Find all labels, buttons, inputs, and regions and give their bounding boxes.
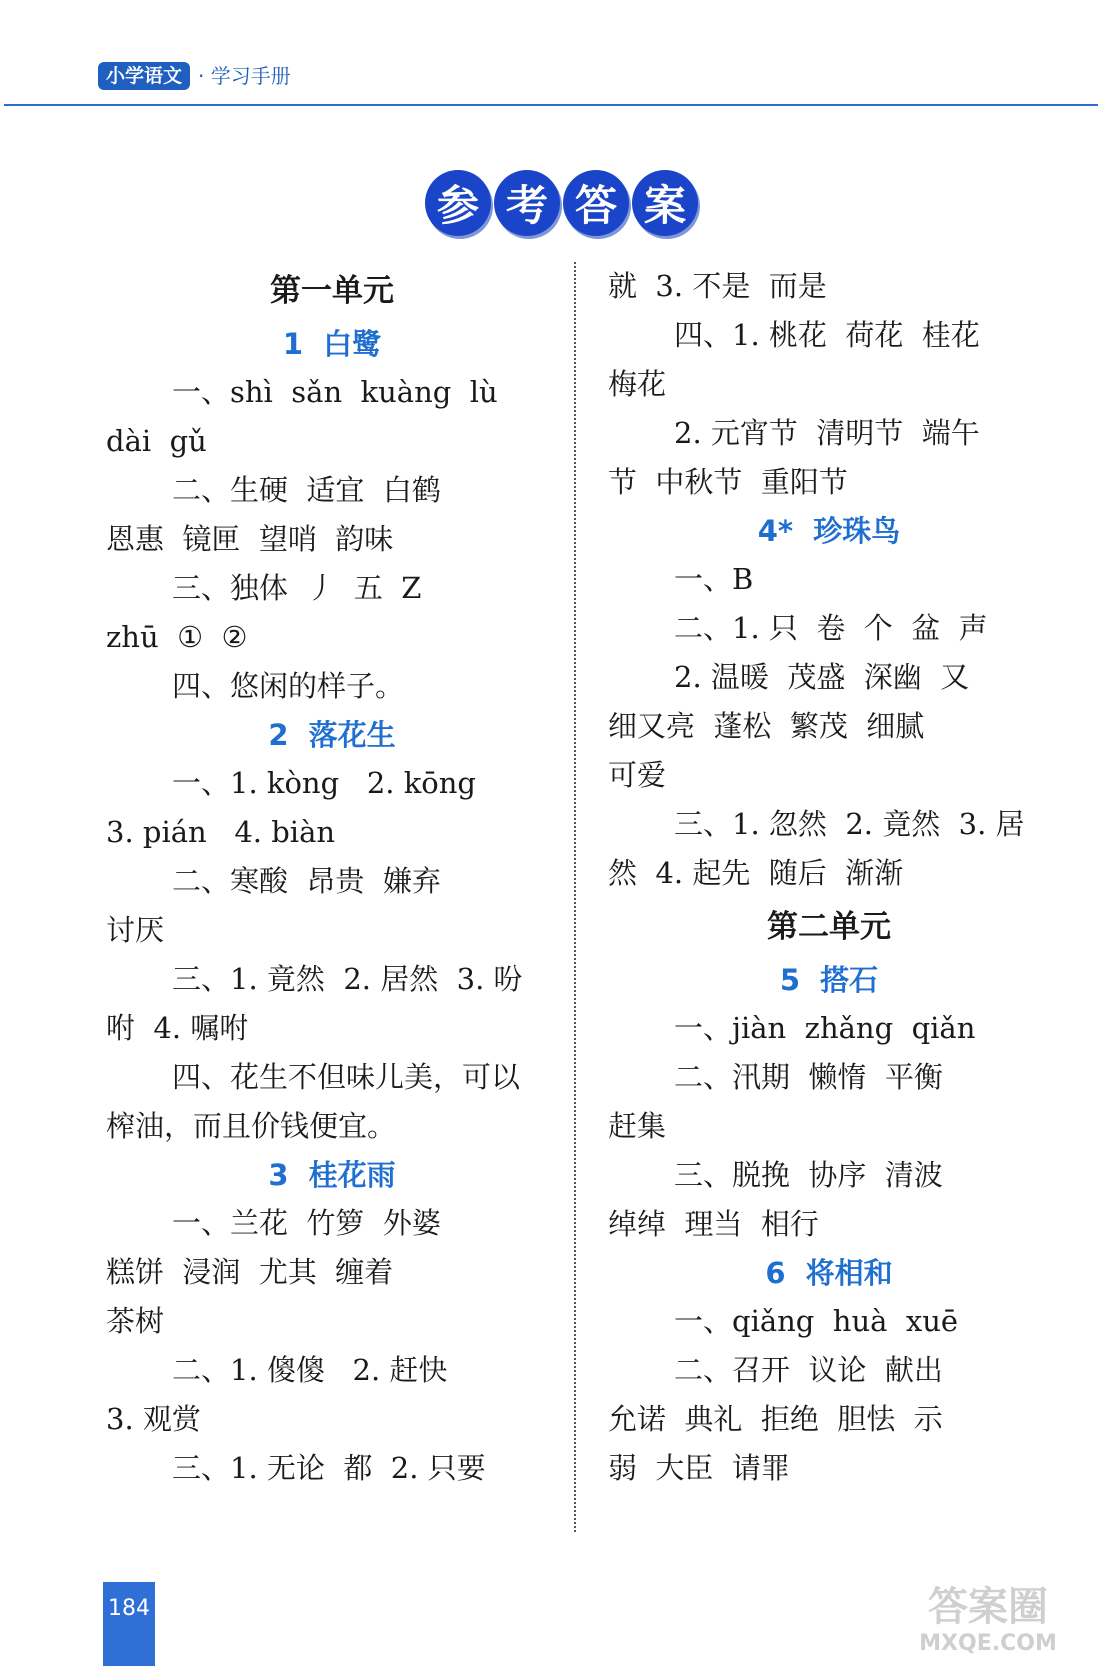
answer-line: 一、兰花 竹箩 外婆 xyxy=(172,1206,441,1240)
lesson-heading: 5 搭石 xyxy=(779,963,879,997)
unit-heading: 第二单元 xyxy=(767,909,891,945)
answer-line: 榨油，而且价钱便宜。 xyxy=(106,1109,397,1143)
answer-line: 三、1. 忽然 2. 竟然 3. 居 xyxy=(674,807,1025,841)
answer-line: 二、寒酸 昂贵 嫌弃 xyxy=(172,864,441,898)
answer-line: 3. pián 4. biàn xyxy=(106,815,336,849)
answer-line: 四、悠闲的样子。 xyxy=(172,669,405,703)
answer-line: 二、汛期 懒惰 平衡 xyxy=(674,1060,943,1094)
book-header xyxy=(98,62,291,90)
answer-line: dài gǔ xyxy=(106,424,207,458)
answer-line: 一、1. kòng 2. kōng xyxy=(172,766,476,800)
answer-line: 细又亮 蓬松 繁茂 细腻 xyxy=(608,709,925,743)
answer-line: 茶树 xyxy=(106,1304,165,1338)
answer-line: 允诺 典礼 拒绝 胆怯 示 xyxy=(608,1402,943,1436)
header-rule xyxy=(4,104,1098,106)
page-title xyxy=(425,170,698,236)
watermark-url: MXQE.COM xyxy=(919,1631,1057,1656)
answer-line: 三、脱挽 协序 清波 xyxy=(674,1158,943,1192)
unit-heading: 第一单元 xyxy=(270,273,394,309)
answer-line: 恩惠 镜匣 望哨 韵味 xyxy=(106,522,394,556)
title-char: 参 xyxy=(425,170,491,236)
answer-line: 三、独体 丿 五 Z xyxy=(172,571,422,605)
answer-line: 二、生硬 适宜 白鹤 xyxy=(172,473,441,507)
answer-line: 一、shì sǎn kuàng lù xyxy=(172,375,498,409)
title-char: 考 xyxy=(494,170,560,236)
answer-line: zhū ① ② xyxy=(106,620,248,654)
lesson-heading: 4* 珍珠鸟 xyxy=(757,514,901,548)
answer-line: 赶集 xyxy=(608,1109,667,1143)
answer-line: 弱 大臣 请罪 xyxy=(608,1451,790,1485)
answer-line: 四、1. 桃花 荷花 桂花 xyxy=(674,318,980,352)
answer-line: 一、B xyxy=(674,562,754,596)
answer-line: 梅花 xyxy=(608,367,667,401)
answer-line: 咐 4. 嘱咐 xyxy=(106,1011,249,1045)
answer-line: 一、jiàn zhǎng qiǎn xyxy=(674,1011,976,1045)
answer-line: 就 3. 不是 而是 xyxy=(608,269,827,303)
answer-line: 四、花生不但味儿美，可以 xyxy=(172,1060,521,1094)
book-subtitle: · 学习手册 xyxy=(198,64,291,88)
answer-line: 可爱 xyxy=(608,758,667,792)
column-divider xyxy=(574,262,576,1532)
page-number: 184 xyxy=(103,1582,155,1666)
answer-line: 绰绰 理当 相行 xyxy=(608,1207,819,1241)
lesson-heading: 3 桂花雨 xyxy=(268,1158,396,1192)
answer-line: 二、召开 议论 献出 xyxy=(674,1353,943,1387)
title-char: 案 xyxy=(632,170,698,236)
lesson-heading: 6 将相和 xyxy=(765,1256,893,1290)
right-answer-column xyxy=(608,262,1050,1493)
answer-line: 一、qiǎng huà xuē xyxy=(674,1304,959,1338)
answer-line: 二、1. 傻傻 2. 赶快 xyxy=(172,1353,448,1387)
answer-line: 3. 观赏 xyxy=(106,1402,201,1436)
brand-label: 小学语文 xyxy=(98,62,190,90)
answer-line: 二、1. 只 卷 个 盆 声 xyxy=(674,611,988,645)
answer-line: 节 中秋节 重阳节 xyxy=(608,465,848,499)
answer-line: 2. 温暖 茂盛 深幽 又 xyxy=(674,660,970,694)
answer-line: 2. 元宵节 清明节 端午 xyxy=(674,416,980,450)
answer-line: 三、1. 无论 都 2. 只要 xyxy=(172,1451,486,1485)
answer-line: 然 4. 起先 随后 渐渐 xyxy=(608,856,904,890)
left-answer-column xyxy=(106,262,558,1493)
answer-line: 讨厌 xyxy=(106,913,165,947)
title-char: 答 xyxy=(563,170,629,236)
watermark xyxy=(918,1582,1058,1666)
answer-line: 三、1. 竟然 2. 居然 3. 吩 xyxy=(172,962,523,996)
answer-line: 糕饼 浸润 尤其 缠着 xyxy=(106,1255,394,1289)
lesson-heading: 1 白鹭 xyxy=(282,327,382,361)
lesson-heading: 2 落花生 xyxy=(268,718,396,752)
watermark-logo: 答案圈 xyxy=(928,1584,1048,1630)
